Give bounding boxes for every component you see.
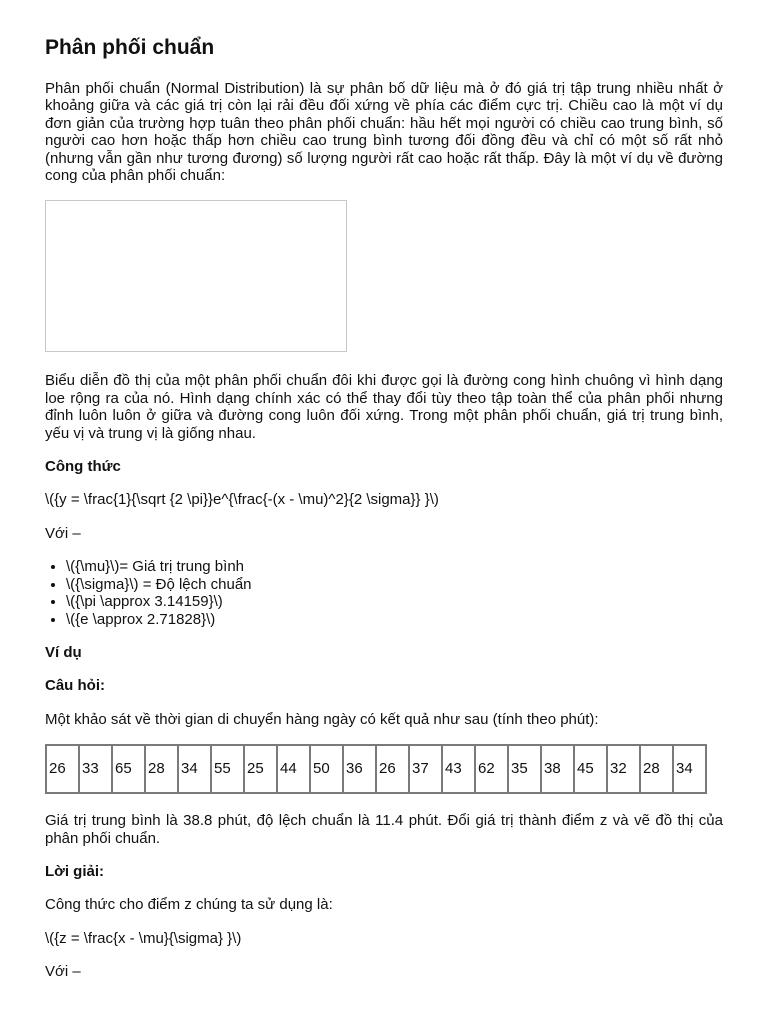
table-cell: 26: [46, 745, 79, 793]
list-item: • \({e \approx 2.71828}\): [66, 611, 723, 628]
table-cell: 28: [145, 745, 178, 793]
with-label: Với –: [45, 524, 81, 542]
description-paragraph: Biểu diễn đồ thị của một phân phối chuẩn đôi khi được gọi là đường cong hình chuông vì hình dạng loe rộng ra của nó. Hình dạng chính xác có thể thay đổi tùy theo tập toàn thể của phân phối nhưng đỉnh luôn luôn ở giữa và đường cong luôn đối xứng. Trong một phân phối chuẩn, giá trị trung bình, yếu vị và trung vị là giống nhau.: [45, 372, 723, 442]
table-cell: 37: [409, 745, 442, 793]
table-cell: 50: [310, 745, 343, 793]
table-cell: 43: [442, 745, 475, 793]
normal-formula: \({y = \frac{1}{\sqrt {2 \pi}}e^{\frac{-(x - \mu)^2}{2 \sigma}} }\): [45, 491, 439, 509]
table-cell: 35: [508, 745, 541, 793]
list-item: • \({\pi \approx 3.14159}\): [66, 593, 723, 610]
question-text: Một khảo sát về thời gian di chuyển hàng ngày có kết quả như sau (tính theo phút):: [45, 710, 599, 728]
with-label-2: Với –: [45, 963, 81, 981]
table-cell: 32: [607, 745, 640, 793]
normal-curve-image-placeholder: [45, 200, 347, 352]
list-item: • \({\sigma}\) = Độ lệch chuẩn: [66, 576, 723, 593]
table-cell: 38: [541, 745, 574, 793]
list-item: • \({\mu}\)= Giá trị trung bình: [66, 558, 723, 575]
table-cell: 65: [112, 745, 145, 793]
question-label: Câu hỏi:: [45, 677, 105, 695]
table-row: [46, 745, 706, 793]
table-cell: 34: [673, 745, 706, 793]
example-heading: Ví dụ: [45, 643, 82, 661]
task-paragraph: Giá trị trung bình là 38.8 phút, độ lệch chuẩn là 11.4 phút. Đổi giá trị thành điểm z và vẽ đồ thị của phân phối chuẩn.: [45, 812, 723, 847]
table-cell: 26: [376, 745, 409, 793]
formula-heading: Công thức: [45, 458, 121, 476]
table-cell: 44: [277, 745, 310, 793]
table-cell: 28: [640, 745, 673, 793]
table-cell: 34: [178, 745, 211, 793]
table-cell: 25: [244, 745, 277, 793]
solution-label: Lời giải:: [45, 862, 104, 880]
table-cell: 62: [475, 745, 508, 793]
z-formula: \({z = \frac{x - \mu}{\sigma} }\): [45, 929, 242, 947]
table-cell: 33: [79, 745, 112, 793]
table-cell: 36: [343, 745, 376, 793]
solution-text: Công thức cho điểm z chúng ta sử dụng là:: [45, 896, 333, 914]
variable-list: [45, 558, 723, 628]
table-cell: 55: [211, 745, 244, 793]
table-cell: 45: [574, 745, 607, 793]
page-title: Phân phối chuẩn: [45, 36, 215, 59]
intro-paragraph: Phân phối chuẩn (Normal Distribution) là sự phân bố dữ liệu mà ở đó giá trị tập trung nhiều nhất ở khoảng giữa và các giá trị còn lại rải đều đối xứng về phía các điểm cực trị. Chiều cao là một ví dụ đơn giản của trường hợp tuân theo phân phối chuẩn: hầu hết mọi người có chiều cao trung bình, số người cao hơn hoặc thấp hơn chiều cao trung bình tương đối đồng đều và chỉ có một số rất nhỏ (nhưng vẫn gần như tương đương) số lượng người rất cao hoặc rất thấp. Đây là một ví dụ về đường cong của phân phối chuẩn:: [45, 80, 723, 185]
data-table: [45, 744, 707, 794]
